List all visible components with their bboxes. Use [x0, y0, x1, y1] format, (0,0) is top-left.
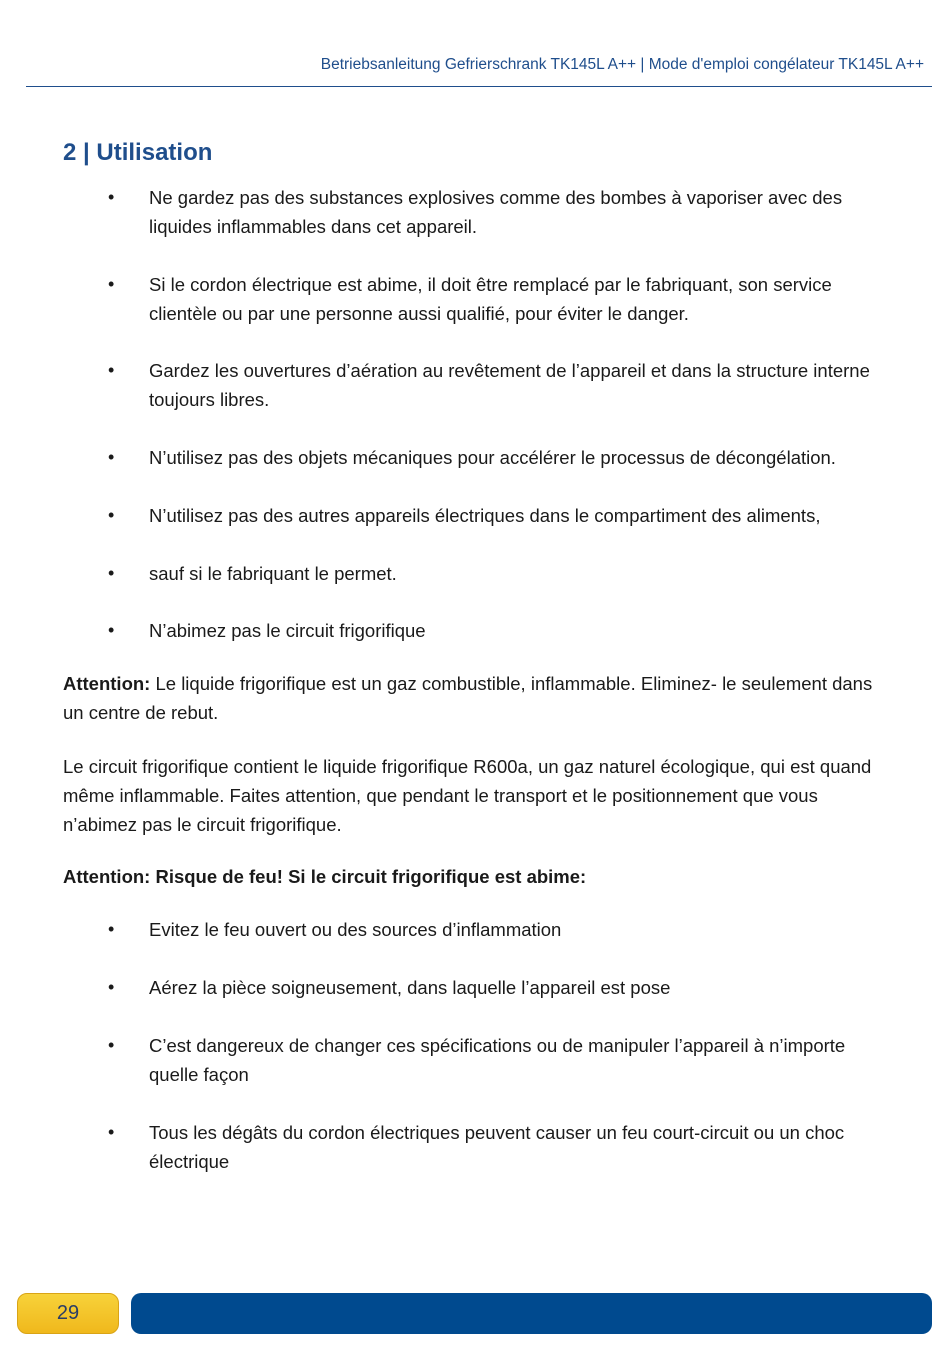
fire-warning-heading: Attention: Risque de feu! Si le circuit frigorifique est abime: — [63, 866, 587, 887]
footer-bar — [131, 1293, 932, 1334]
header-title: Betriebsanleitung Gefrierschrank TK145L A++ | Mode d'emploi congélateur TK145L A++ — [320, 56, 924, 73]
bullet-icon: • — [108, 1122, 115, 1142]
list-item — [108, 270, 889, 328]
bullet-icon: • — [108, 447, 115, 467]
list-item — [108, 973, 889, 1002]
list-item-text: Aérez la pièce soigneusement, dans laquelle l’appareil est pose — [149, 977, 671, 998]
attention-note — [63, 669, 883, 727]
bullet-icon: • — [108, 505, 115, 525]
list-item — [108, 915, 889, 944]
list-item — [108, 443, 889, 472]
bullet-icon: • — [108, 620, 115, 640]
list-item-text: C’est dangereux de changer ces spécifications ou de manipuler l’appareil à n’importe quelle façon — [149, 1035, 846, 1085]
list-item — [108, 1031, 889, 1089]
list-item-text: sauf si le fabriquant le permet. — [149, 563, 397, 584]
list-item — [108, 559, 889, 588]
list-item-text: N’abimez pas le circuit frigorifique — [149, 620, 426, 641]
bullet-icon: • — [108, 919, 115, 939]
attention-text: Le liquide frigorifique est un gaz combustible, inflammable. Eliminez- le seulement dans un centre de rebut. — [63, 673, 873, 723]
list-item — [108, 356, 889, 414]
list-item — [108, 183, 889, 241]
list-item-text: Ne gardez pas des substances explosives comme des bombes à vaporiser avec des liquides inflammables dans cet appareil. — [149, 187, 843, 237]
section-title: 2 | Utilisation — [63, 139, 213, 166]
list-item-text: Tous les dégâts du cordon électriques peuvent causer un feu court-circuit ou un choc électrique — [149, 1122, 845, 1172]
page-number: 29 — [17, 1293, 119, 1334]
bullet-icon: • — [108, 977, 115, 997]
info-paragraph: Le circuit frigorifique contient le liquide frigorifique R600a, un gaz naturel écologique, qui est quand même inflammable. Faites attention, que pendant le transport et le positionnement que vous n’abimez pas le circuit frigorifique. — [63, 756, 872, 835]
list-item-text: Evitez le feu ouvert ou des sources d’inflammation — [149, 919, 562, 940]
list-item-text: Si le cordon électrique est abime, il doit être remplacé par le fabriquant, son service clientèle ou par une personne aussi qualifié, pour éviter le danger. — [149, 274, 832, 324]
attention-label: Attention: — [63, 673, 151, 694]
list-item-text: N’utilisez pas des objets mécaniques pour accélérer le processus de décongélation. — [149, 447, 836, 468]
list-item-text: Gardez les ouvertures d’aération au revêtement de l’appareil et dans la structure interne toujours libres. — [149, 360, 870, 410]
bullet-icon: • — [108, 187, 115, 207]
header-divider — [26, 86, 932, 87]
bullet-icon: • — [108, 274, 115, 294]
list-item — [108, 1118, 889, 1176]
bullet-icon: • — [108, 563, 115, 583]
list-item — [108, 501, 889, 530]
list-item — [108, 616, 889, 645]
bullet-icon: • — [108, 1035, 115, 1055]
bullet-icon: • — [108, 360, 115, 380]
list-item-text: N’utilisez pas des autres appareils électriques dans le compartiment des aliments, — [149, 505, 821, 526]
